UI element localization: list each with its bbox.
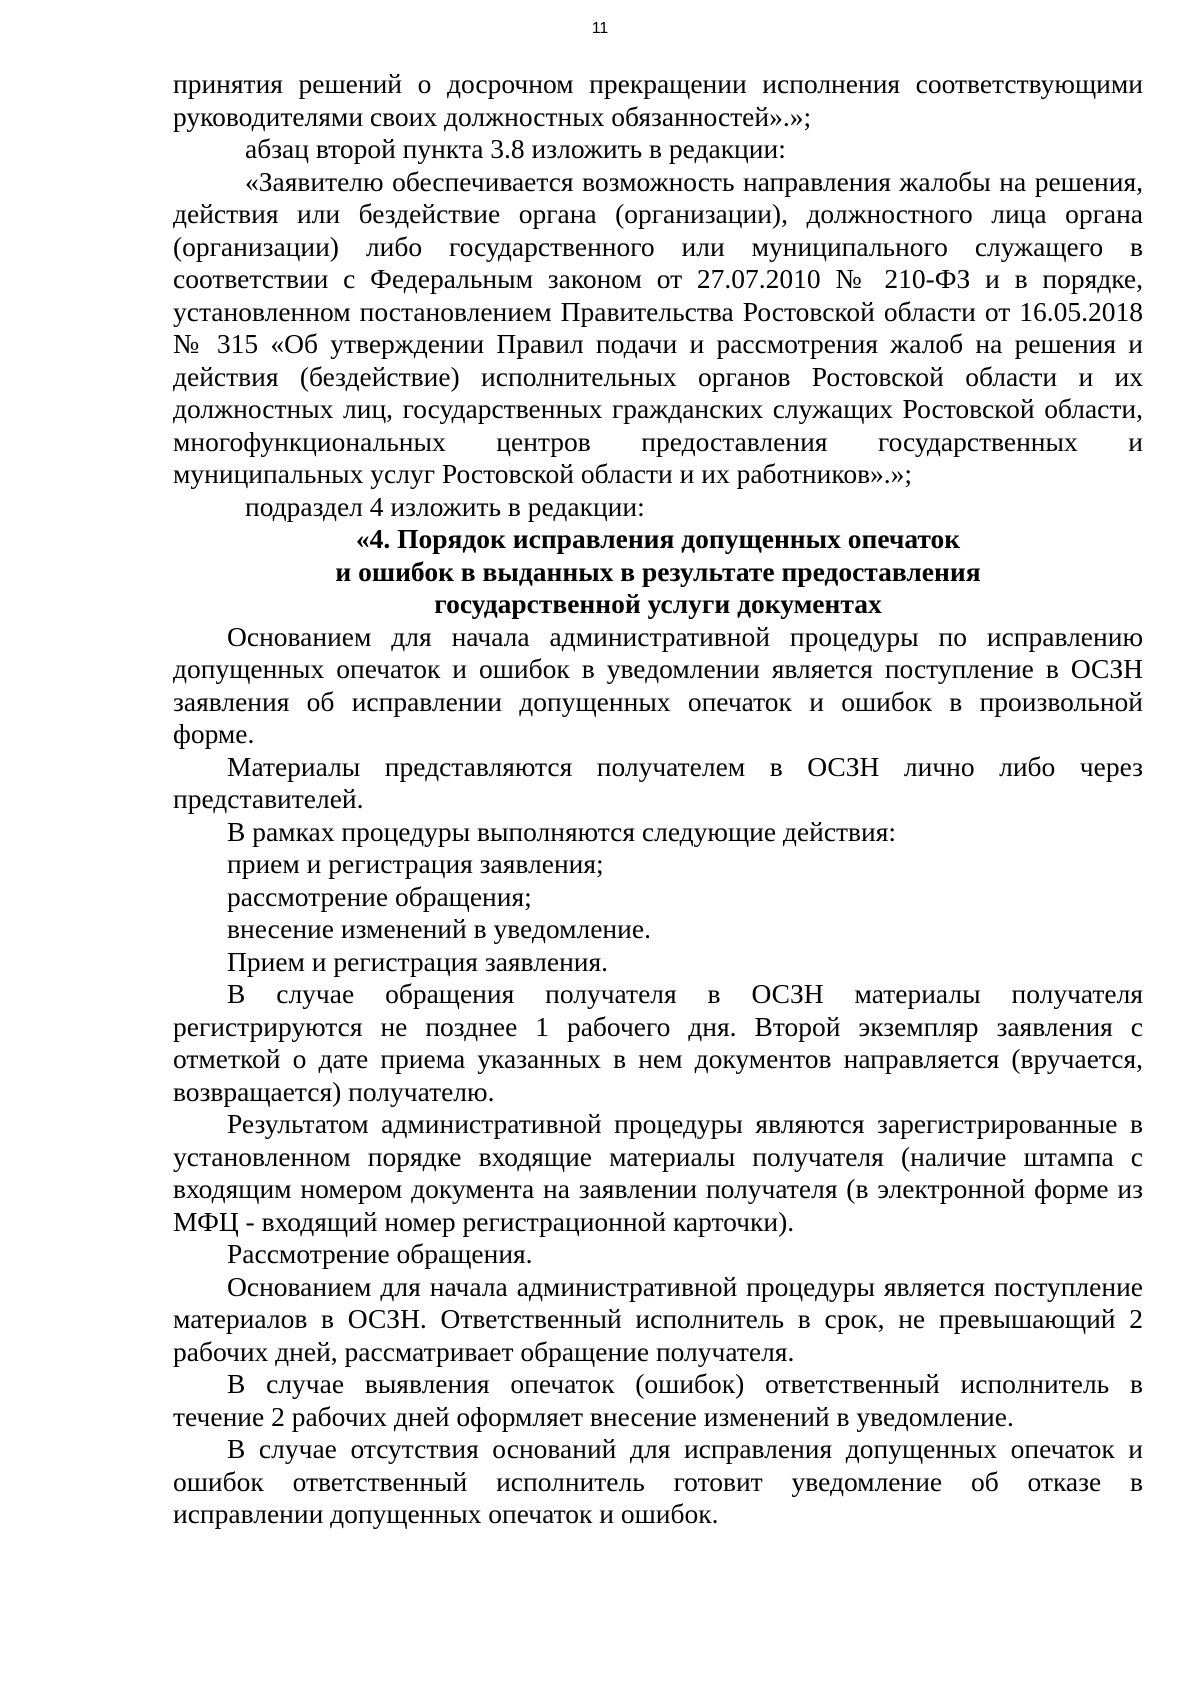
section-heading-line: и ошибок в выданных в результате предоставления bbox=[335, 555, 981, 587]
page-number: 11 bbox=[591, 20, 609, 37]
paragraph-complaint-right: «Заявителю обеспечивается возможность направления жалобы на решения, действия или бездействие органа (организации), должностного лица органа (организации) либо государственного или муниципального служащего в соответствии с Федеральным законом от 27.07.2010 № 210-ФЗ и в порядке, установленном постановлением Правительства Ростовской области от 16.05.2018 № 315 «Об утверждении Правил подачи и рассмотрения жалоб на решения и действия (бездействие) исполнительных органов Ростовской области и их должностных лиц, государственных гражданских служащих Ростовской области, многофункциональных центров предоставления государственных и муниципальных услуг Ростовской области и их работников».»; bbox=[173, 165, 1143, 489]
paragraph-amendment-section-4: подраздел 4 изложить в редакции: bbox=[245, 490, 645, 522]
paragraph-materials: Материалы представляются получателем в ОСЗН лично либо через представителей. bbox=[173, 750, 1143, 814]
list-item: рассмотрение обращения; bbox=[227, 880, 532, 912]
paragraph-consideration-basis: Основанием для начала административной процедуры является поступление материалов в ОСЗН. Ответственный исполнитель в срок, не превышающий 2 рабочих дней, рассматривает обращение получателя. bbox=[173, 1270, 1143, 1367]
paragraph-refusal: В случае отсутствия оснований для исправления допущенных опечаток и ошибок ответственный исполнитель готовит уведомление об отказе в исправлении допущенных опечаток и ошибок. bbox=[173, 1433, 1143, 1529]
paragraph-errors-found: В случае выявления опечаток (ошибок) ответственный исполнитель в течение 2 рабочих дней оформляет внесение изменений в уведомление. bbox=[173, 1368, 1143, 1432]
subheading-consideration: Рассмотрение обращения. bbox=[227, 1238, 533, 1269]
list-item: прием и регистрация заявления; bbox=[227, 848, 604, 879]
document-body bbox=[173, 68, 1143, 1531]
paragraph-actions-intro: В рамках процедуры выполняются следующие действия: bbox=[227, 815, 897, 847]
section-heading bbox=[173, 523, 1143, 621]
paragraph-basis: Основанием для начала административной процедуры по исправлению допущенных опечаток и ошибок в уведомлении является поступление в ОСЗН заявления об исправлении допущенных опечаток и ошибок в произвольной форме. bbox=[173, 620, 1143, 749]
section-heading-line: государственной услуги документах bbox=[434, 588, 882, 619]
list-item: внесение изменений в уведомление. bbox=[227, 913, 651, 944]
paragraph-amendment-3-8: абзац второй пункта 3.8 изложить в редакции: bbox=[245, 133, 786, 164]
subheading-reception: Прием и регистрация заявления. bbox=[227, 945, 609, 977]
section-heading-line: «4. Порядок исправления допущенных опечаток bbox=[355, 523, 961, 554]
paragraph-continuation: принятия решений о досрочном прекращении исполнения соответствующими руководителями своих должностных обязанностей».»; bbox=[173, 68, 1143, 132]
paragraph-result: Результатом административной процедуры являются зарегистрированные в установленном порядке входящие материалы получателя (наличие штампа с входящим номером документа на заявлении получателя (в электронной форме из МФЦ - входящий номер регистрационной карточки). bbox=[173, 1108, 1143, 1237]
paragraph-registration: В случае обращения получателя в ОСЗН материалы получателя регистрируются не позднее 1 рабочего дня. Второй экземпляр заявления с отметкой о дате приема указанных в нем документов направляется (вручается, возвращается) получателю. bbox=[173, 978, 1143, 1107]
